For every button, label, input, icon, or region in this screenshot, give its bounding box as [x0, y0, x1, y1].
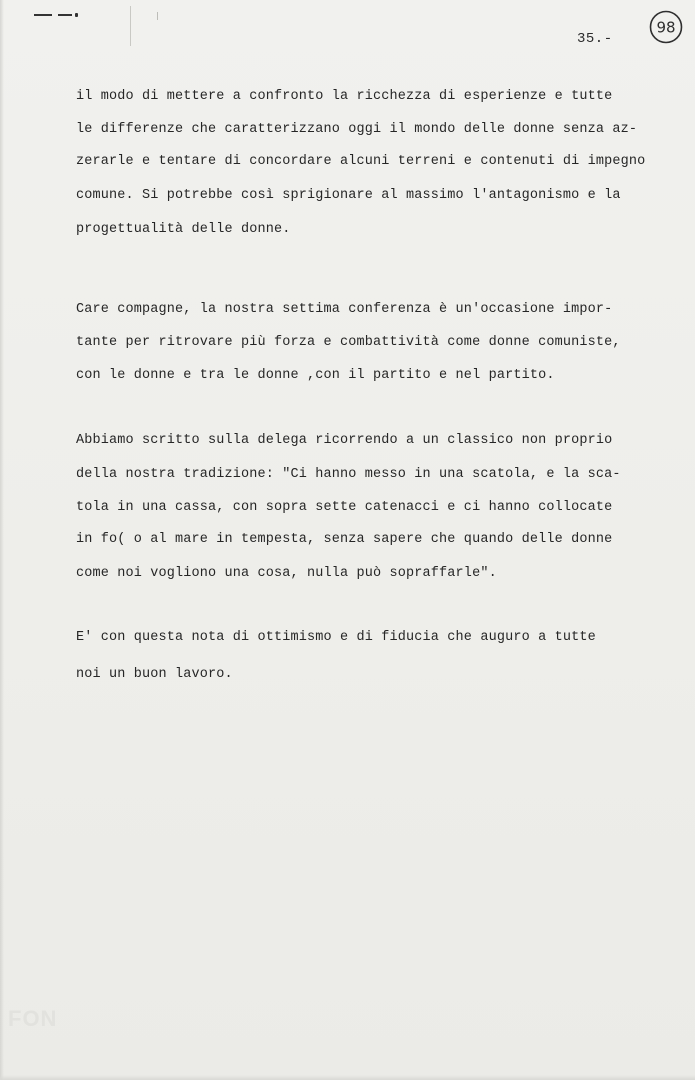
paragraph-1-line-1: il modo di mettere a confronto la ricchezza di esperienze e tutte [76, 89, 613, 104]
paragraph-3-line-1: Abbiamo scritto sulla delega ricorrendo a un classico non proprio [76, 433, 613, 448]
paper-fold-tick [157, 12, 158, 20]
paragraph-2-line-2: tante per ritrovare più forza e combattività come donne comuniste, [76, 335, 621, 350]
paragraph-1-line-2: le differenze che caratterizzano oggi il mondo delle donne senza az- [76, 122, 638, 137]
paragraph-3-line-2: della nostra tradizione: "Ci hanno messo in una scatola, e la sca- [76, 467, 621, 482]
bleed-through-watermark: FON [8, 1006, 58, 1031]
paragraph-4-line-1: E' con questa nota di ottimismo e di fiducia che auguro a tutte [76, 630, 596, 645]
paragraph-1-line-3: zerarle e tentare di concordare alcuni terreni e contenuti di impegno [76, 154, 646, 169]
corner-mark-left [34, 14, 52, 16]
paper-fold-line [130, 6, 131, 46]
paragraph-2-line-3: con le donne e tra le donne ,con il partito e nel partito. [76, 368, 555, 383]
archive-stamp-icon [648, 9, 684, 45]
page-number: 35.- [577, 31, 613, 47]
page-edge-bottom [0, 1075, 695, 1080]
paragraph-3-line-4: in fo( o al mare in tempesta, senza sapere che quando delle donne [76, 532, 613, 547]
stamp-number: 98 [656, 18, 676, 37]
paragraph-4-line-2: noi un buon lavoro. [76, 667, 233, 682]
paragraph-3-line-5: come noi vogliono una cosa, nulla può sopraffarle". [76, 566, 497, 581]
page-edge-left [0, 0, 4, 1080]
paragraph-3-line-3: tola in una cassa, con sopra sette catenacci e ci hanno collocate [76, 500, 613, 515]
paragraph-1-line-4: comune. Si potrebbe così sprigionare al massimo l'antagonismo e la [76, 188, 621, 203]
paragraph-2-line-1: Care compagne, la nostra settima conferenza è un'occasione impor- [76, 302, 613, 317]
corner-mark-right [58, 14, 72, 16]
paragraph-1-line-5: progettualità delle donne. [76, 222, 291, 237]
corner-mark-dot [75, 13, 78, 17]
corner-punch-marks [34, 14, 80, 18]
